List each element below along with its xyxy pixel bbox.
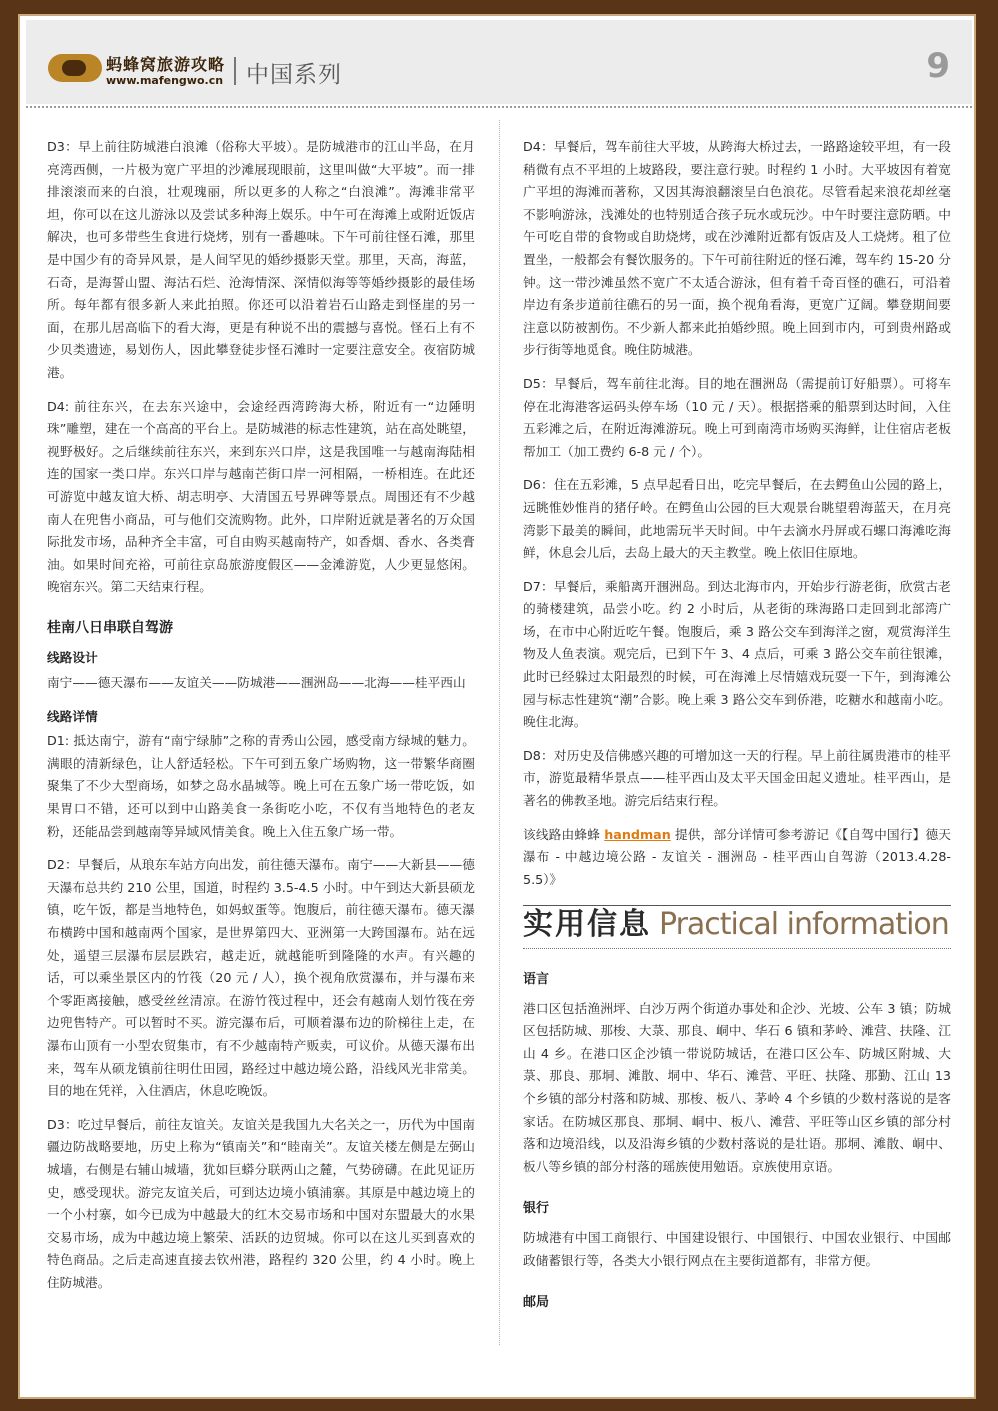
language-heading: 语言 [523,972,550,987]
brand-url: www.mafengwo.cn [106,74,224,87]
itinerary-day-7: D7：早餐后，乘船离开涠洲岛。到达北海市内，开始步行游老街，欣赏古老的骑楼建筑，品尝小吃。约 2 小时后，从老街的珠海路口走回到北部湾广场，在市中心附近吃午餐。饱腹后，乘 3 路公交车到海洋之窗，观赏海洋生物及人鱼表演。观完后，已到下午 3、4 点后，可乘 3 路公交车前往银滩，此时已经躲过太阳最烈的时候，可在海滩上尽情嬉戏玩耍一下午，到海滩公园与标志性建筑“潮”合影。晚上乘 3 路公交车到侨港，吃糖水和越南小吃。晚住北海。 [523,578,951,730]
route-credit [523,824,951,892]
page-frame-right [976,0,998,1411]
post-office-heading: 邮局 [523,1295,550,1311]
language-text: 港口区包括渔洲坪、白沙万两个街道办事处和企沙、光坡、公车 3 镇；防城区包括防城、那梭、大菉、那良、峒中、华石 6 镇和茅岭、滩营、扶隆、江山 4 乡。在港口区企沙镇一带说防城话，在港口区公车、防城区附城、大菉、那良、那垌、滩散、垌中、华石、滩营、平旺、扶隆、那勤、江山 13 个乡镇的部分村落和防城、那梭、板八、茅岭 4 个乡镇的少数村落说的是客家话。在防城区那良、那垌、峒中、板八、滩营、平旺等山区乡镇的部分村落和边境沿线，以及沿海乡镇的少数村落说的是壮语。那垌、滩散、峒中、板八等乡镇的部分村落的瑶族使用勉语。京族使用京语。 [523,1000,951,1174]
header-divider [234,57,236,85]
page-frame-bottom [0,1399,998,1411]
page-frame-left [0,0,18,1411]
page-header [26,20,972,104]
column-divider [499,120,500,1345]
itinerary-paragraph-d3-baitan: D3：早上前往防城港白浪滩（俗称大平坡）。是防城港市的江山半岛，在月亮湾西侧，一片极为宽广平坦的沙滩展现眼前，这里叫做“大平坡”。而一排排滚滚而来的白浪，壮观瑰丽，所以更多的人称之“白浪滩”。海滩非常平坦，你可以在这儿游泳以及尝试多种海上娱乐。中午可在海滩上或附近饭店解决，也可多带些生食进行烧烤，别有一番趣味。下午可前往怪石滩，那里是中国少有的奇异风景，是人间罕见的婚纱摄影天堂。那里，天高，海蓝，石奇，是海誓山盟、海沽石烂、沧海情深、深情似海等等婚纱摄影的最佳场所。每年都有很多新人来此拍照。你还可以沿着岩石山路走到怪崖的另一面，在那儿居高临下的看大海，更是有种说不出的震撼与喜悦。怪石上有不少贝类遗迹，易划伤人，因此攀登徒步怪石滩时一定要注意安全。夜宿防城港。 [47,139,475,380]
credit-prefix: 该线路由蜂蜂 [523,826,601,842]
route-title: 桂南八日串联自驾游 [47,619,173,636]
itinerary-paragraph-d4-dongxing: D4: 前往东兴，在去东兴途中，会途经西湾跨海大桥，附近有一“边陲明珠”雕塑，建在一个高高的平台上。是防城港的标志性建筑，站在高处眺望，视野极好。之后继续前往东兴，来到东兴口岸，这是我国唯一与越南海陆相连的国家一类口岸。东兴口岸与越南芒街口岸一河相隔，一桥相连。在此还可游览中越友谊大桥、胡志明亭、大清国五号界碑等景点。周围还有不少越南人在兜售小商品，可与他们交流购物。此外，口岸附近就是著名的万众国际批发市场，品种齐全丰富，可自由购买越南特产，如香烟、香水、各类膏油。如果时间充裕，可前往京岛旅游度假区——金滩游览，人少更显悠闲。晚宿东兴。第二天结束行程。 [47,398,475,595]
itinerary-day-5: D5：早餐后，驾车前往北海。目的地在涠洲岛（需提前订好船票）。可将车停在北海港客运码头停车场（10 元 / 天）。根据搭乘的船票到达时间，入住五彩滩之后，在附近海滩游玩。晚上可到南湾市场购买海鲜，让住宿店老板帮加工（加工费约 6-8 元 / 个）。 [523,375,951,459]
mafengwo-logo-icon [48,54,102,82]
left-column [47,136,475,1306]
right-column [523,136,951,1321]
bank-heading: 银行 [523,1201,550,1217]
bank-text: 防城港有中国工商银行、中国建设银行、中国银行、中国农业银行、中国邮政储蓄银行等，各类大小银行网点在主要街道都有，非常方便。 [523,1229,951,1268]
itinerary-day-2: D2：早餐后，从琅东车站方向出发，前往德天瀑布。南宁——大新县——德天瀑布总共约 210 公里，国道，时程约 3.5-4.5 小时。中午到达大新县硕龙镇，吃午饭，都是当地特色，如妈蚁蛋等。饱腹后，前往德天瀑布。德天瀑布横跨中国和越南两个国家，是世界第四大、亚洲第一大跨国瀑布。站在远处，遥望三层瀑布层层跌宕，越走近，就越能听到隆隆的水声。有兴趣的话，可以乘坐景区内的竹筏（20 元 / 人），换个视角欣赏瀑布，并与瀑布来个零距离接触，感受丝丝清凉。在游竹筏过程中，还会有越南人划竹筏在旁边兜售特产。可以暂时不买。游完瀑布后，可顺着瀑布边的阶梯往上走，在瀑布山顶有一小型农贸集市，有不少越南特产贩卖，可议价。从德天瀑布出来，驾车从硕龙镇前往明仕田园，路经过中越边境公路，沿线风光非常美。目的地在凭祥，入住酒店，休息吃晚饭。 [47,857,475,1099]
route-detail-heading: 线路详情 [47,708,98,724]
header-rule [26,106,972,108]
credit-suffix: 提供，部分详情可参考游记《【自驾中国行】德天瀑布 - 中越边境公路 - 友谊关 - 涠洲岛 - 桂平西山自驾游（2013.4.28-5.5）》 [523,826,951,887]
itinerary-day-3: D3：吃过早餐后，前往友谊关。友谊关是我国九大名关之一，历代为中国南疆边防战略要地，历史上称为“镇南关”和“睦南关”。友谊关楼左侧是左弼山城墙，右侧是右辅山城墙，犹如巨蟒分联两山之麓，气势磅礴。在此见证历史，感受现状。游完友谊关后，可到达边境小镇浦寨。其原是中越边境上的一个小村寨，如今已成为中越最大的红木交易市场和中国对东盟最大的水果交易市场，成为中越边境上繁荣、活跃的边贸城。你可以在这儿买到喜欢的特色商品。之后走高速直接去钦州港，路程约 320 公里，约 4 小时。晚上住防城港。 [47,1116,475,1290]
series-title: 中国系列 [246,62,342,88]
route-design-heading: 线路设计 [47,650,98,666]
itinerary-day-6: D6：住在五彩滩，5 点早起看日出，吃完早餐后，在去鳄鱼山公园的路上，远眺惟妙惟肖的猪仔岭。在鳄鱼山公园的巨大观景台眺望碧海蓝天，在月亮湾影下最美的瞬间，此地需玩半天时间。中午去滴水丹屏或石螺口海滩吃海鲜，休息会儿后，去岛上最大的天主教堂。晚上依旧住原地。 [523,477,951,561]
page-frame-top [0,0,998,14]
practical-info-title-en: Practical information [659,907,949,943]
route-design-text: 南宁——德天瀑布——友谊关——防城港——涠洲岛——北海——桂平西山 [47,675,466,691]
practical-info-title-cn: 实用信息 [523,907,651,943]
itinerary-day-1: D1: 抵达南宁，游有“南宁绿肺”之称的青秀山公园，感受南方绿城的魅力。满眼的清新绿色，让人舒适轻松。下午可到五象广场购物，这一带繁华商圈聚集了不少大型商场，如梦之岛水晶城等。晚上可在五象广场一带吃饭，如果胃口不错，还可以到中山路美食一条街吃小吃，不仅有当地特色的老友粉，还能品尝到越南等异域风情美食。晚上入住五象广场一带。 [47,733,475,839]
brand-name: 蚂蜂窝旅游攻略 [106,55,226,74]
practical-info-heading [523,905,951,949]
itinerary-day-4: D4：早餐后，驾车前往大平坡，从跨海大桥过去，一路路途较平坦，有一段稍微有点不平坦的上坡路段，要注意行驶。时程约 1 小时。大平坡因有着宽广平坦的海滩而著称，又因其海浪翻滚呈白色浪花。尽管看起来浪花却丝毫不影响游泳，浅滩处的也特别适合孩子玩水或玩沙。中午时要注意防晒。中午可吃自带的食物或自助烧烤，或在沙滩附近都有饭店及人工烧烤。租了位置坐，一般都会有餐饮服务的。下午可前往附近的怪石滩，驾车约 15-20 分钟。这一带沙滩虽然不宽广不太适合游泳，但有着千奇百怪的礁石，可沿着岸边有条步道前往礁石的另一面，换个视角看海，更宽广辽阔。攀登期间要注意以防被割伤。不少新人都来此拍婚纱照。晚上回到市内，可到贵州路或步行街等地觅食。晚住防城港。 [523,139,951,358]
author-link[interactable]: handman [604,826,671,842]
itinerary-day-8: D8：对历史及信佛感兴趣的可增加这一天的行程。早上前往属贵港市的桂平市，游览最精华景点——桂平西山及太平天国金田起义遗址。桂平西山，是著名的佛教圣地。游完后结束行程。 [523,747,951,809]
page-number: 9 [926,46,950,86]
